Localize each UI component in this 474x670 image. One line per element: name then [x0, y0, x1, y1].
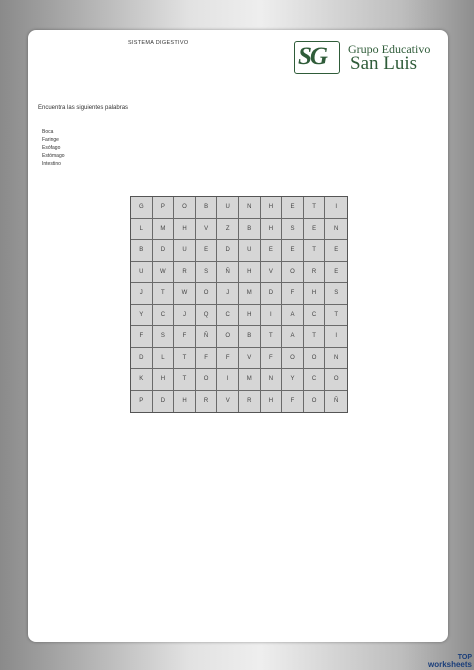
grid-cell[interactable]: C — [153, 305, 175, 327]
grid-cell[interactable]: M — [153, 219, 175, 241]
grid-cell[interactable]: N — [325, 348, 347, 370]
grid-cell[interactable]: D — [153, 240, 175, 262]
grid-cell[interactable]: D — [153, 391, 175, 413]
grid-cell[interactable]: F — [196, 348, 218, 370]
grid-cell[interactable]: H — [239, 262, 261, 284]
grid-cell[interactable]: H — [174, 391, 196, 413]
word-list-item: Faringe — [42, 137, 59, 143]
grid-cell[interactable]: Y — [282, 369, 304, 391]
grid-cell[interactable]: T — [304, 197, 326, 219]
topworksheets-logo-top: TOP — [457, 654, 472, 661]
grid-cell[interactable]: D — [261, 283, 283, 305]
grid-cell[interactable]: M — [239, 283, 261, 305]
grid-cell[interactable]: T — [304, 240, 326, 262]
grid-cell[interactable]: S — [282, 219, 304, 241]
grid-cell[interactable]: N — [239, 197, 261, 219]
grid-cell[interactable]: P — [131, 391, 153, 413]
grid-cell[interactable]: W — [153, 262, 175, 284]
grid-cell[interactable]: S — [153, 326, 175, 348]
grid-cell[interactable]: I — [325, 197, 347, 219]
grid-cell[interactable]: N — [261, 369, 283, 391]
grid-cell[interactable]: U — [217, 197, 239, 219]
grid-cell[interactable]: T — [174, 369, 196, 391]
grid-cell[interactable]: R — [174, 262, 196, 284]
grid-cell[interactable]: O — [304, 348, 326, 370]
grid-cell[interactable]: O — [282, 262, 304, 284]
word-list-item: Boca — [42, 129, 54, 135]
logo-line-1: Grupo Educativo — [348, 42, 431, 56]
grid-cell[interactable]: C — [304, 369, 326, 391]
grid-cell[interactable]: O — [282, 348, 304, 370]
grid-cell[interactable]: W — [174, 283, 196, 305]
grid-cell[interactable]: A — [282, 326, 304, 348]
grid-cell[interactable]: O — [217, 326, 239, 348]
grid-cell[interactable]: Ñ — [334, 398, 339, 405]
grid-cell[interactable]: J — [217, 283, 239, 305]
grid-cell[interactable]: U — [239, 240, 261, 262]
grid-cell[interactable]: Q — [196, 305, 218, 327]
grid-cell[interactable]: D — [131, 348, 153, 370]
logo-line-2: San Luis — [350, 53, 418, 74]
word-list-item: Estómago — [42, 153, 65, 159]
grid-cell[interactable]: D — [217, 240, 239, 262]
logo-initials-box — [294, 41, 340, 74]
word-list — [42, 128, 65, 168]
logo-initials: SG — [298, 43, 326, 70]
grid-cell[interactable]: V — [239, 348, 261, 370]
grid-cell[interactable]: R — [196, 391, 218, 413]
grid-cell[interactable]: H — [304, 283, 326, 305]
grid-cell[interactable]: R — [239, 391, 261, 413]
grid-cell[interactable]: Ñ — [217, 262, 239, 284]
instruction-text: Encuentra las siguientes palabras — [38, 105, 129, 111]
grid-cell[interactable]: F — [174, 326, 196, 348]
topworksheets-logo-bottom: worksheets — [427, 660, 472, 669]
grid-cell[interactable]: O — [174, 197, 196, 219]
grid-cell[interactable]: I — [217, 369, 239, 391]
grid-cell[interactable]: S — [196, 262, 218, 284]
grid-cell[interactable]: B — [131, 240, 153, 262]
grid-cell[interactable]: H — [261, 219, 283, 241]
grid-cell[interactable]: L — [131, 219, 153, 241]
grid-cell[interactable]: E — [325, 240, 347, 262]
grid-cell[interactable]: A — [282, 305, 304, 327]
grid-cell[interactable]: F — [131, 326, 153, 348]
grid-cell[interactable]: J — [174, 305, 196, 327]
grid-cell[interactable]: J — [131, 283, 153, 305]
grid-cell[interactable]: V — [217, 391, 239, 413]
worksheet-page — [28, 30, 448, 642]
grid-cell[interactable]: N — [325, 219, 347, 241]
word-list-item: Intestino — [42, 161, 61, 167]
grid-cell[interactable]: B — [239, 219, 261, 241]
grid-cell[interactable]: E — [196, 240, 218, 262]
grid-cell[interactable]: R — [304, 262, 326, 284]
grid-cell[interactable]: U — [174, 240, 196, 262]
grid-cell[interactable]: F — [282, 391, 304, 413]
grid-cell[interactable]: E — [304, 219, 326, 241]
grid-cell[interactable]: H — [261, 391, 283, 413]
grid-cell[interactable]: H — [261, 197, 283, 219]
grid-cell[interactable]: M — [239, 369, 261, 391]
grid-cell[interactable]: Y — [131, 305, 153, 327]
grid-cell[interactable]: T — [174, 348, 196, 370]
grid-cell[interactable]: H — [239, 305, 261, 327]
grid-cell[interactable]: F — [217, 348, 239, 370]
grid-cell[interactable]: O — [304, 391, 326, 413]
grid-cell[interactable]: E — [325, 262, 347, 284]
grid-cell[interactable]: K — [131, 369, 153, 391]
grid-cell[interactable]: E — [261, 240, 283, 262]
grid-cell[interactable]: I — [261, 305, 283, 327]
grid-cell[interactable]: F — [282, 283, 304, 305]
grid-cell[interactable]: Z — [217, 219, 239, 241]
grid-cell[interactable]: T — [304, 326, 326, 348]
grid-cell[interactable]: L — [153, 348, 175, 370]
grid-cell[interactable]: O — [196, 283, 218, 305]
topworksheets-logo[interactable] — [428, 654, 472, 668]
grid-cell[interactable]: U — [131, 262, 153, 284]
grid-cell[interactable]: S — [325, 283, 347, 305]
grid-cell[interactable]: Ñ — [196, 326, 218, 348]
grid-cell[interactable]: T — [261, 326, 283, 348]
grid-cell[interactable]: V — [261, 262, 283, 284]
document-title: SISTEMA DIGESTIVO — [128, 40, 189, 46]
grid-cell[interactable]: T — [153, 283, 175, 305]
grid-cell[interactable]: C — [217, 305, 239, 327]
grid-cell[interactable]: E — [282, 240, 304, 262]
grid-cell[interactable]: B — [196, 197, 218, 219]
word-search-grid — [130, 196, 348, 413]
grid-cell[interactable]: T — [325, 305, 347, 327]
grid-cell[interactable]: H — [153, 369, 175, 391]
grid-cell[interactable]: C — [304, 305, 326, 327]
grid-cell[interactable]: F — [261, 348, 283, 370]
school-logo — [294, 41, 436, 76]
grid-cell[interactable]: B — [239, 326, 261, 348]
grid-cell[interactable]: V — [196, 219, 218, 241]
grid-cell[interactable]: P — [153, 197, 175, 219]
grid-cell[interactable]: O — [325, 369, 347, 391]
word-list-item: Esófago — [42, 145, 61, 151]
grid-cell[interactable]: E — [282, 197, 304, 219]
grid-cell[interactable]: I — [325, 326, 347, 348]
grid-cell[interactable]: H — [174, 219, 196, 241]
grid-cell[interactable]: O — [196, 369, 218, 391]
grid-cell[interactable]: G — [131, 197, 153, 219]
